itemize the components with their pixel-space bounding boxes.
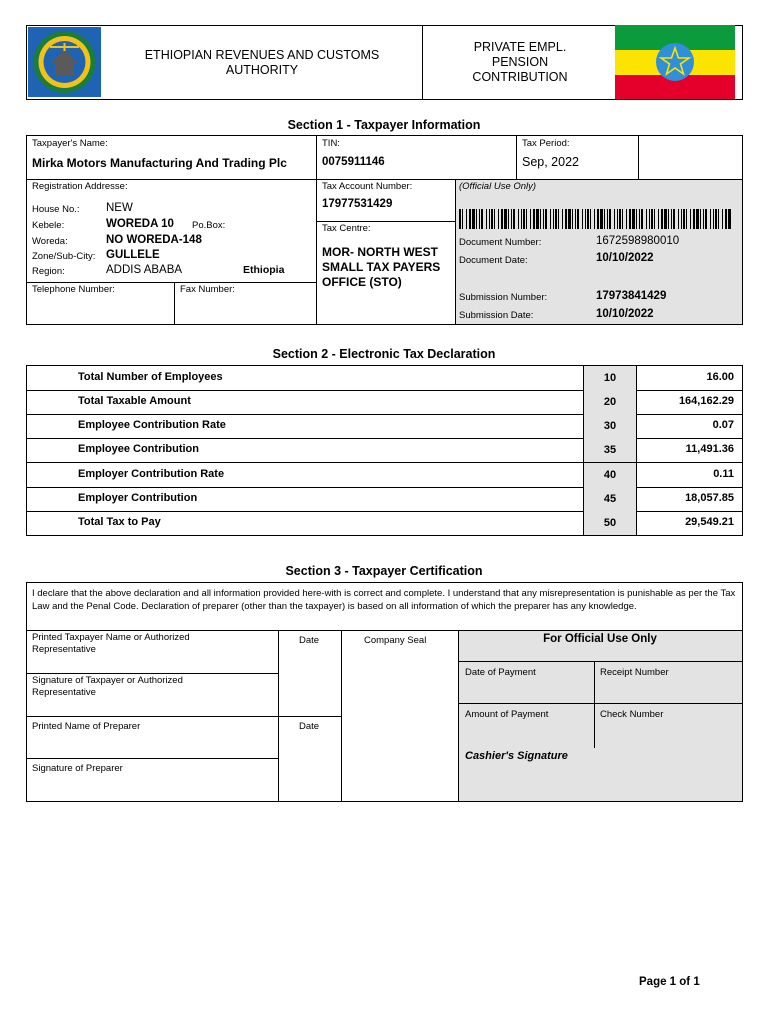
signature-taxpayer-label: Signature of Taxpayer or Authorized Representative <box>32 675 183 698</box>
submission-number-value: 17973841429 <box>596 290 667 302</box>
document-number-label: Document Number: <box>459 237 542 248</box>
taxpayer-name: Mirka Motors Manufacturing And Trading Plc <box>32 156 287 170</box>
tin-label: TIN: <box>322 138 340 149</box>
cashier-signature-label: Cashier's Signature <box>465 750 568 762</box>
woreda-label: Woreda: <box>32 236 68 247</box>
fax-label: Fax Number: <box>180 284 235 295</box>
section1-title: Section 1 - Taxpayer Information <box>287 118 481 132</box>
woreda-value: NO WOREDA-148 <box>106 234 202 246</box>
amount-of-payment-label: Amount of Payment <box>465 709 549 720</box>
tin-value: 0075911146 <box>322 156 385 168</box>
row-value: 164,162.29 <box>678 395 734 407</box>
divider-h3 <box>26 282 317 283</box>
signature-preparer-label: Signature of Preparer <box>32 763 123 774</box>
printed-preparer-label: Printed Name of Preparer <box>32 721 141 732</box>
date-label-2: Date <box>299 721 320 732</box>
official-only-title: For Official Use Only <box>543 633 657 645</box>
tax-period-label: Tax Period: <box>522 138 570 149</box>
region-label: Region: <box>32 266 65 277</box>
row-value: 0.11 <box>713 468 734 480</box>
s3-divider-v4 <box>594 661 595 748</box>
s3-divider-h5 <box>458 661 743 662</box>
zone-label: Zone/Sub-City: <box>32 251 96 262</box>
table-row <box>26 438 743 463</box>
row-value: 11,491.36 <box>685 443 734 455</box>
divider-h1 <box>26 179 743 180</box>
receipt-number-label: Receipt Number <box>600 667 669 678</box>
declaration-text: I declare that the above declaration and all information provided here-with is correct and complete. I understand that any misrepresentation is punishable as per the Tax Law and the Penal Code. Declaration of preparer (other than the taxpayer) is based on all information of which the preparer has any knowledge. <box>32 588 736 612</box>
row-label: Employer Contribution <box>78 492 198 504</box>
telephone-label: Telephone Number: <box>32 284 115 295</box>
row-value: 16.00 <box>706 371 734 383</box>
registration-label: Registration Addresse: <box>32 181 128 192</box>
divider-h2 <box>316 221 456 222</box>
submission-date-label: Submission Date: <box>459 310 534 321</box>
submission-date-value: 10/10/2022 <box>596 308 654 320</box>
house-no-label: House No.: <box>32 204 80 215</box>
divider-v3 <box>638 135 639 180</box>
date-of-payment-label: Date of Payment <box>465 667 536 678</box>
divider-v4 <box>455 180 456 325</box>
row-value: 18,057.85 <box>685 492 734 504</box>
section3-title: Section 3 - Taxpayer Certification <box>285 564 483 578</box>
table-row <box>26 366 743 391</box>
document-date-label: Document Date: <box>459 255 528 266</box>
region-value: ADDIS ABABA <box>106 264 183 276</box>
row-label: Total Tax to Pay <box>78 516 161 528</box>
tax-account-value: 17977531429 <box>322 198 393 210</box>
country-value: Ethiopia <box>243 264 285 276</box>
row-code: 20 <box>583 390 637 414</box>
divider-v2 <box>516 135 517 180</box>
tax-centre-label: Tax Centre: <box>322 223 371 234</box>
taxpayer-name-label: Taxpayer's Name: <box>32 138 108 149</box>
table-row <box>26 414 743 439</box>
divider-v5 <box>174 282 175 325</box>
zone-value: GULLELE <box>106 249 160 261</box>
row-value: 29,549.21 <box>685 516 734 528</box>
barcode <box>459 209 731 229</box>
submission-number-label: Submission Number: <box>459 292 548 303</box>
row-label: Employer Contribution Rate <box>78 468 225 480</box>
check-number-label: Check Number <box>600 709 664 720</box>
row-value: 0.07 <box>712 419 734 431</box>
date-label-1: Date <box>299 635 320 646</box>
s3-divider-h4 <box>26 758 279 759</box>
s3-divider-h1 <box>26 630 743 631</box>
tax-period-value: Sep, 2022 <box>522 155 579 169</box>
kebele-label: Kebele: <box>32 220 65 231</box>
page-number: Page 1 of 1 <box>639 976 700 988</box>
header-divider <box>422 25 423 100</box>
authority-name: ETHIOPIAN REVENUES AND CUSTOMS AUTHORITY <box>144 48 380 77</box>
row-label: Total Number of Employees <box>78 371 223 383</box>
row-code: 10 <box>583 366 637 390</box>
row-label: Employee Contribution <box>78 443 199 455</box>
pobox-label: Po.Box: <box>192 220 226 231</box>
table-row <box>26 487 743 512</box>
row-code: 30 <box>583 414 637 438</box>
section2-title: Section 2 - Electronic Tax Declaration <box>272 347 496 361</box>
ethiopian-flag <box>615 25 735 99</box>
row-code: 35 <box>583 438 637 462</box>
row-label: Total Taxable Amount <box>78 395 191 407</box>
table-row <box>26 390 743 415</box>
company-seal-label: Company Seal <box>364 635 427 646</box>
table-row <box>26 463 743 488</box>
official-use-label: (Official Use Only) <box>459 181 537 192</box>
document-date-value: 10/10/2022 <box>596 252 654 264</box>
tax-centre-value: MOR- NORTH WEST SMALL TAX PAYERS OFFICE (STO) <box>322 245 441 289</box>
row-code: 50 <box>583 511 637 535</box>
row-label: Employee Contribution Rate <box>78 419 226 431</box>
row-code: 45 <box>583 487 637 511</box>
tax-account-label: Tax Account Number: <box>322 181 413 192</box>
s3-divider-h2 <box>26 673 279 674</box>
row-code: 40 <box>583 463 637 487</box>
printed-taxpayer-label: Printed Taxpayer Name or Authorized Representative <box>32 632 190 655</box>
authority-logo <box>28 27 101 97</box>
s3-divider-v3 <box>458 630 459 802</box>
s3-divider-h6 <box>458 703 743 704</box>
document-number-value: 1672598980010 <box>596 235 680 247</box>
table-row <box>26 511 743 536</box>
divider-v1 <box>316 135 317 325</box>
house-no-value: NEW <box>106 202 133 214</box>
form-title: PRIVATE EMPL. PENSION CONTRIBUTION <box>472 40 568 84</box>
s3-divider-h3 <box>26 716 342 717</box>
kebele-value: WOREDA 10 <box>106 218 174 230</box>
